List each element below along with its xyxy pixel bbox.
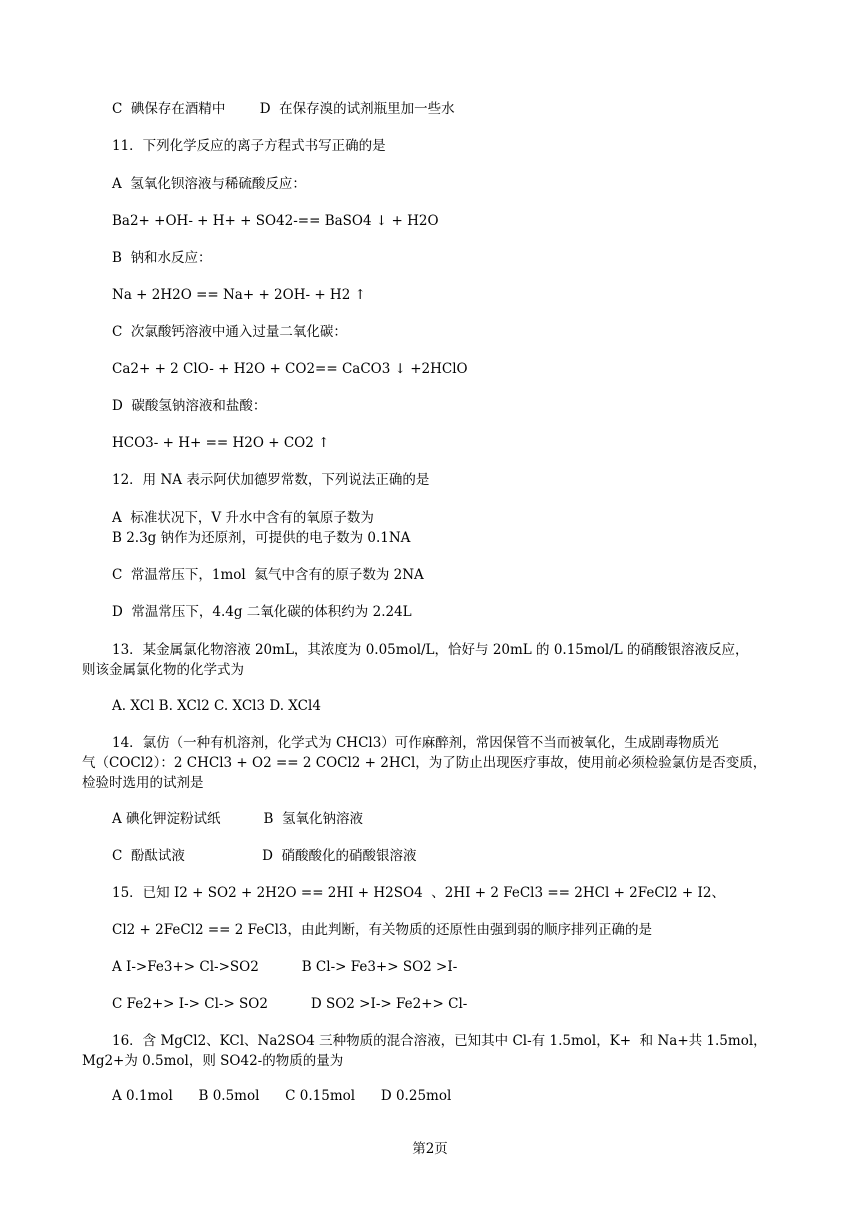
q16-stem-line1: 16．含 MgCl2、KCl、Na2SO4 三种物质的混合溶液，已知其中 Cl-有 1.5mol，K+ 和 Na+共 1.5mol， — [112, 1033, 767, 1049]
q15-options-cd: C Fe2+> I-> Cl-> SO2 D SO2 >I-> Fe2+> Cl- — [112, 996, 468, 1012]
q10-options-cd: C 碘保存在酒精中 D 在保存溴的试剂瓶里加一些水 — [112, 101, 455, 117]
q11-option-b: B 钠和水反应： — [112, 250, 212, 266]
q11-option-c-equation: Ca2+ + 2 ClO- + H2O + CO2== CaCO3 ↓ +2HClO — [112, 361, 468, 377]
q11-option-d: D 碳酸氢钠溶液和盐酸： — [112, 398, 267, 414]
q14-options-ab: A 碘化钾淀粉试纸 B 氢氧化钠溶液 — [112, 811, 363, 827]
q16-options: A 0.1mol B 0.5mol C 0.15mol D 0.25mol — [112, 1088, 452, 1104]
q12-option-c: C 常温常压下，1mol 氦气中含有的原子数为 2NA — [112, 567, 424, 583]
q12-option-a: A 标准状况下，V 升水中含有的氧原子数为 — [112, 510, 374, 526]
q13-stem-line1: 13．某金属氯化物溶液 20mL，其浓度为 0.05mol/L，恰好与 20mL 的 0.15mol/L 的硝酸银溶液反应， — [112, 642, 749, 658]
q12-option-b: B 2.3g 钠作为还原剂，可提供的电子数为 0.1NA — [112, 530, 411, 546]
q14-stem-line2: 气（COCl2）：2 CHCl3 + O2 == 2 COCl2 + 2HCl，为了防止出现医疗事故，使用前必须检验氯仿是否变质， — [82, 755, 767, 771]
q14-options-cd: C 酚酞试液 D 硝酸酸化的硝酸银溶液 — [112, 848, 417, 864]
q14-stem-line1: 14．氯仿（一种有机溶剂，化学式为 CHCl3）可作麻醉剂，常因保管不当而被氧化，生成剧毒物质光 — [112, 735, 719, 751]
q11-option-a: A 氢氧化钡溶液与稀硫酸反应： — [112, 176, 306, 192]
q11-option-d-equation: HCO3- + H+ == H2O + CO2 ↑ — [112, 435, 330, 451]
q14-stem-line3: 检验时选用的试剂是 — [82, 775, 204, 791]
q13-stem-line2: 则该金属氯化物的化学式为 — [82, 662, 244, 678]
q11-option-a-equation: Ba2+ +OH- + H+ + SO42-== BaSO4 ↓ + H2O — [112, 213, 439, 229]
q15-options-ab: A I->Fe3+> Cl->SO2 B Cl-> Fe3+> SO2 >I- — [112, 959, 458, 975]
q11-stem: 11．下列化学反应的离子方程式书写正确的是 — [112, 138, 386, 154]
q11-option-c: C 次氯酸钙溶液中通入过量二氧化碳： — [112, 324, 347, 340]
page-number: 第2页 — [412, 1141, 448, 1157]
q12-option-d: D 常温常压下，4.4g 二氧化碳的体积约为 2.24L — [112, 604, 412, 620]
q16-stem-line2: Mg2+为 0.5mol，则 SO42-的物质的量为 — [82, 1053, 344, 1069]
q12-stem: 12．用 NA 表示阿伏加德罗常数，下列说法正确的是 — [112, 472, 430, 488]
q11-option-b-equation: Na + 2H2O == Na+ + 2OH- + H2 ↑ — [112, 287, 366, 303]
q15-stem-line1: 15．已知 I2 + SO2 + 2H2O == 2HI + H2SO4 、2HI + 2 FeCl3 == 2HCl + 2FeCl2 + I2、 — [112, 885, 725, 901]
q13-options: A. XCl B. XCl2 C. XCl3 D. XCl4 — [112, 698, 321, 714]
q15-stem-line2: Cl2 + 2FeCl2 == 2 FeCl3，由此判断，有关物质的还原性由强到弱的顺序排列正确的是 — [112, 922, 653, 938]
